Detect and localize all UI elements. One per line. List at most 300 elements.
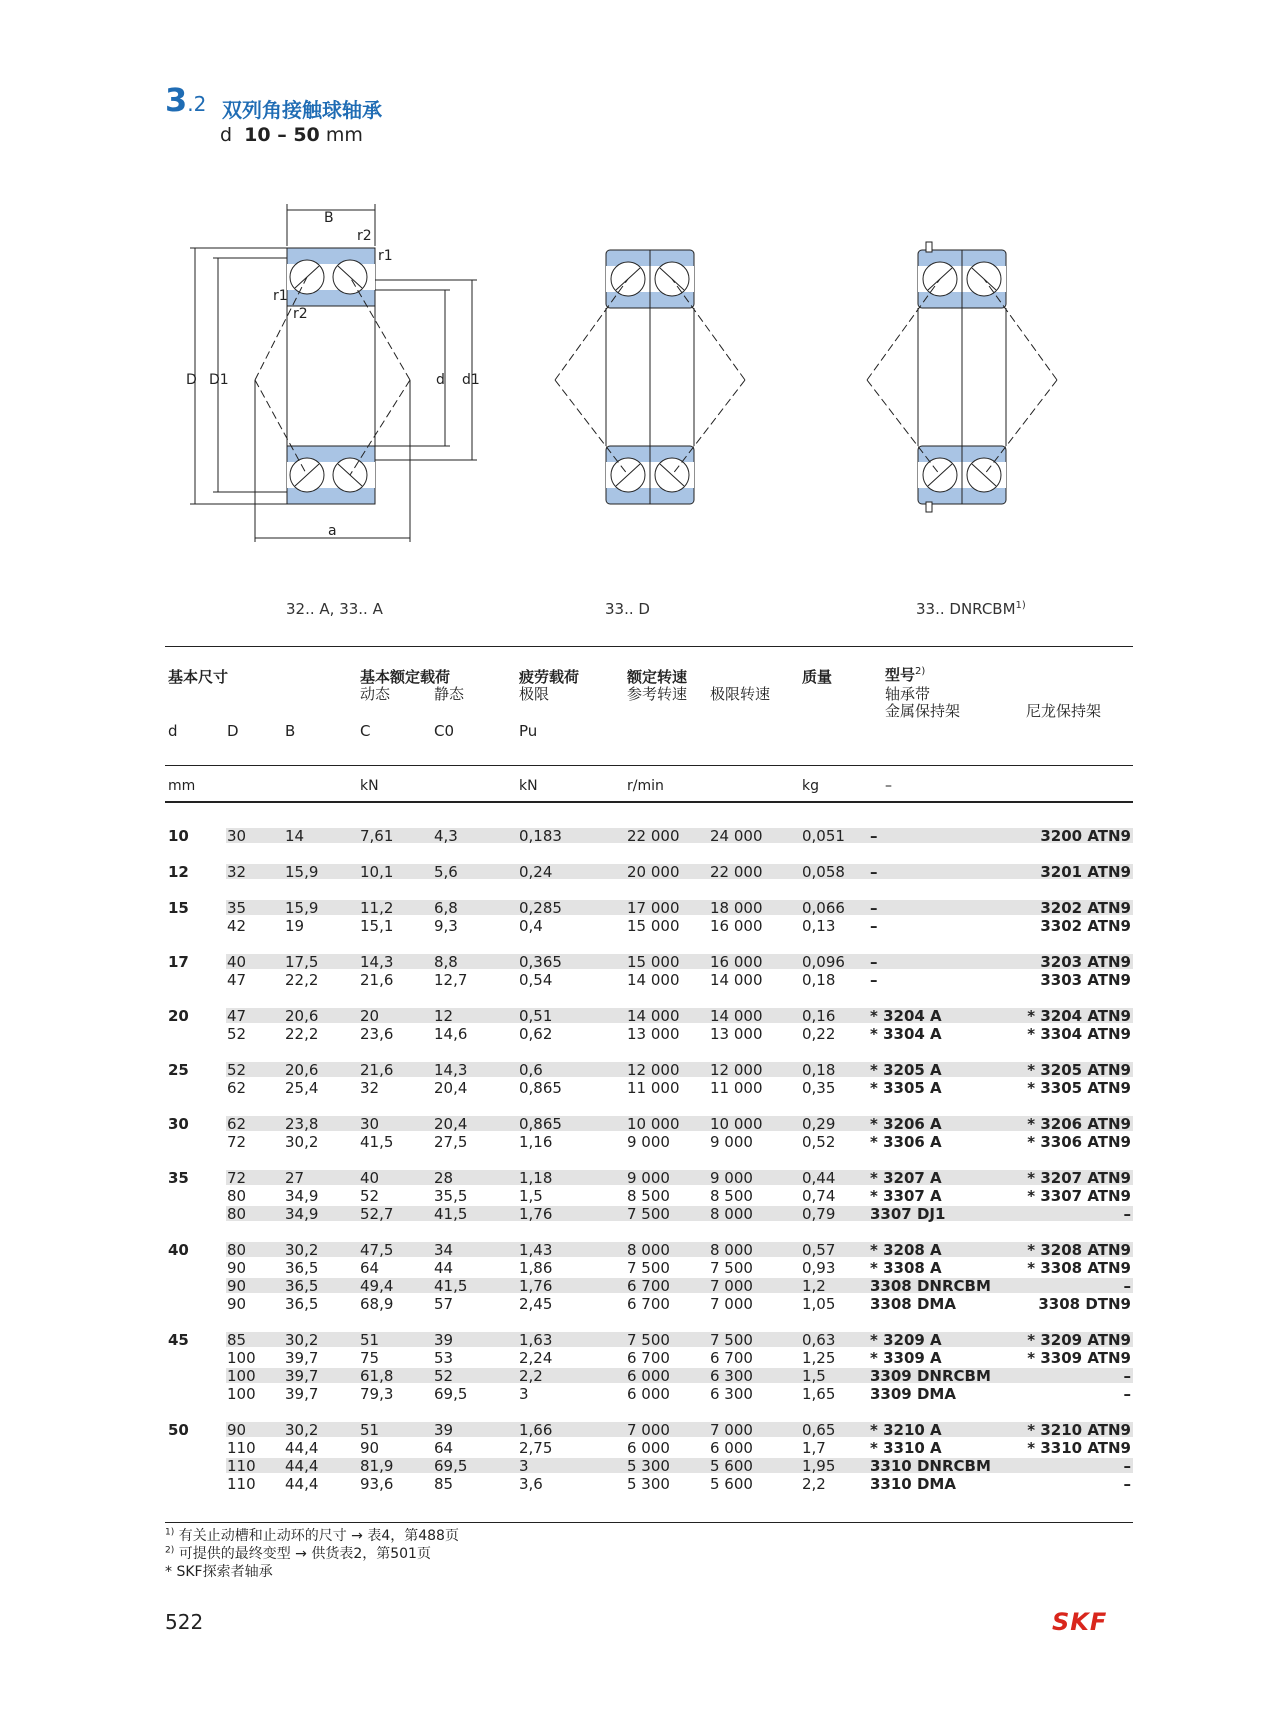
cell-C0: 6,8 <box>434 899 458 917</box>
cell-metal-cage: 3310 DMA <box>870 1475 956 1493</box>
cell-B: 20,6 <box>285 1061 319 1079</box>
cell-Pu: 0,24 <box>519 863 553 881</box>
cell-C: 7,61 <box>360 827 394 845</box>
cell-C: 90 <box>360 1439 380 1457</box>
cell-D: 90 <box>227 1295 247 1313</box>
hdr-mass: 质量 <box>802 668 833 686</box>
cell-ref-speed: 9 000 <box>627 1169 670 1187</box>
cell-Pu: 2,75 <box>519 1439 553 1457</box>
cell-ref-speed: 8 000 <box>627 1241 670 1259</box>
cell-lim-speed: 7 000 <box>710 1277 753 1295</box>
cell-Pu: 0,4 <box>519 917 543 935</box>
cell-mass: 1,95 <box>802 1457 836 1475</box>
cell-B: 30,2 <box>285 1421 319 1439</box>
cell-ref-speed: 5 300 <box>627 1457 670 1475</box>
cell-C0: 44 <box>434 1259 454 1277</box>
units-rule <box>165 801 1133 803</box>
cell-lim-speed: 14 000 <box>710 1007 763 1025</box>
cell-nylon-cage: * 3308 ATN9 <box>1027 1259 1131 1277</box>
cell-B: 27 <box>285 1169 305 1187</box>
cell-C0: 85 <box>434 1475 454 1493</box>
hdr-basic-dims: 基本尺寸 <box>168 668 229 686</box>
cell-D: 62 <box>227 1079 247 1097</box>
table-top-rule <box>165 646 1133 647</box>
footnote-2: $^{2)}$ 可提供的最终变型 → 供货表2，第501页 <box>165 1545 431 1562</box>
cell-lim-speed: 16 000 <box>710 917 763 935</box>
cell-D: 72 <box>227 1133 247 1151</box>
cell-Pu: 3 <box>519 1385 529 1403</box>
cell-Pu: 0,285 <box>519 899 562 917</box>
cell-D: 47 <box>227 971 247 989</box>
cell-mass: 0,74 <box>802 1187 836 1205</box>
cell-metal-cage: – <box>870 863 878 881</box>
dim-label-D1: D1 <box>209 372 229 388</box>
cell-Pu: 0,6 <box>519 1061 543 1079</box>
cell-lim-speed: 9 000 <box>710 1169 753 1187</box>
cell-nylon-cage: * 3309 ATN9 <box>1027 1349 1131 1367</box>
cell-C: 15,1 <box>360 917 394 935</box>
cell-mass: 0,63 <box>802 1331 836 1349</box>
caption-33-dnrcbm: 33.. DNRCBM$^{1)}$ <box>916 600 1026 618</box>
cell-ref-speed: 11 000 <box>627 1079 680 1097</box>
cell-Pu: 3,6 <box>519 1475 543 1493</box>
cell-C: 68,9 <box>360 1295 394 1313</box>
cell-mass: 2,2 <box>802 1475 826 1493</box>
cell-C: 79,3 <box>360 1385 394 1403</box>
cell-B: 36,5 <box>285 1277 319 1295</box>
header-rule <box>165 765 1133 766</box>
dim-label-r1-b: r1 <box>273 288 288 304</box>
cell-nylon-cage: 3202 ATN9 <box>1040 899 1131 917</box>
dim-label-r2: r2 <box>357 228 372 244</box>
cell-C0: 28 <box>434 1169 454 1187</box>
cell-D: 62 <box>227 1115 247 1133</box>
cell-mass: 1,65 <box>802 1385 836 1403</box>
cell-Pu: 1,18 <box>519 1169 553 1187</box>
cell-metal-cage: – <box>870 827 878 845</box>
cell-C: 52,7 <box>360 1205 394 1223</box>
cell-d: 45 <box>168 1331 189 1349</box>
sym-C: C <box>360 722 371 740</box>
cell-ref-speed: 10 000 <box>627 1115 680 1133</box>
cell-C: 21,6 <box>360 971 394 989</box>
page-number: 522 <box>165 1610 204 1634</box>
cell-Pu: 1,86 <box>519 1259 553 1277</box>
cell-lim-speed: 6 700 <box>710 1349 753 1367</box>
dim-label-B: B <box>324 210 334 226</box>
cell-Pu: 0,51 <box>519 1007 553 1025</box>
cell-Pu: 1,16 <box>519 1133 553 1151</box>
cell-ref-speed: 14 000 <box>627 1007 680 1025</box>
sym-Pu: Pu <box>519 722 538 740</box>
cell-nylon-cage: – <box>1123 1205 1131 1223</box>
hdr-metal-cage: 金属保持架 <box>885 702 961 720</box>
cell-nylon-cage: * 3307 ATN9 <box>1027 1187 1131 1205</box>
hdr-limit: 极限 <box>519 685 550 703</box>
cell-nylon-cage: * 3207 ATN9 <box>1027 1169 1131 1187</box>
cell-lim-speed: 10 000 <box>710 1115 763 1133</box>
cell-C: 40 <box>360 1169 380 1187</box>
cell-d: 35 <box>168 1169 189 1187</box>
cell-nylon-cage: * 3310 ATN9 <box>1027 1439 1131 1457</box>
drawing-33-dnrcbm <box>867 242 1057 512</box>
cell-lim-speed: 8 000 <box>710 1241 753 1259</box>
cell-nylon-cage: 3201 ATN9 <box>1040 863 1131 881</box>
cell-D: 110 <box>227 1475 256 1493</box>
cell-B: 30,2 <box>285 1241 319 1259</box>
cell-C0: 64 <box>434 1439 454 1457</box>
cell-C0: 39 <box>434 1331 454 1349</box>
hdr-nylon-cage: 尼龙保持架 <box>1026 702 1102 720</box>
size-range <box>220 124 363 146</box>
hdr-ref-speed: 参考转速 <box>627 685 688 703</box>
cell-nylon-cage: – <box>1123 1457 1131 1475</box>
cell-metal-cage: * 3309 A <box>870 1349 942 1367</box>
cell-lim-speed: 16 000 <box>710 953 763 971</box>
dim-label-d1: d1 <box>462 372 480 388</box>
cell-metal-cage: * 3308 A <box>870 1259 942 1277</box>
dim-label-a: a <box>328 523 337 539</box>
hdr-lim-speed: 极限转速 <box>710 685 771 703</box>
cell-metal-cage: – <box>870 917 878 935</box>
cell-D: 110 <box>227 1439 256 1457</box>
cell-C0: 14,3 <box>434 1061 468 1079</box>
cell-lim-speed: 11 000 <box>710 1079 763 1097</box>
cell-nylon-cage: – <box>1123 1475 1131 1493</box>
unit-kg: kg <box>802 778 819 794</box>
cell-B: 39,7 <box>285 1367 319 1385</box>
cell-mass: 0,79 <box>802 1205 836 1223</box>
dim-label-d: d <box>436 372 445 388</box>
cell-C0: 20,4 <box>434 1115 468 1133</box>
cell-C0: 14,6 <box>434 1025 468 1043</box>
cell-C: 49,4 <box>360 1277 394 1295</box>
cell-C: 30 <box>360 1115 380 1133</box>
cell-D: 80 <box>227 1205 247 1223</box>
cell-nylon-cage: * 3209 ATN9 <box>1027 1331 1131 1349</box>
cell-C: 93,6 <box>360 1475 394 1493</box>
unit-dash: – <box>885 778 892 794</box>
cell-mass: 1,05 <box>802 1295 836 1313</box>
cell-C0: 12,7 <box>434 971 468 989</box>
cell-metal-cage: – <box>870 953 878 971</box>
cell-B: 25,4 <box>285 1079 319 1097</box>
hdr-speed: 额定转速 <box>627 668 688 686</box>
hdr-fatigue: 疲劳载荷 <box>519 668 580 686</box>
cell-C: 32 <box>360 1079 380 1097</box>
cell-lim-speed: 8 000 <box>710 1205 753 1223</box>
cell-lim-speed: 7 500 <box>710 1331 753 1349</box>
sym-D: D <box>227 722 239 740</box>
cell-d: 12 <box>168 863 189 881</box>
cell-C0: 69,5 <box>434 1385 468 1403</box>
cell-D: 47 <box>227 1007 247 1025</box>
cell-B: 17,5 <box>285 953 319 971</box>
cell-nylon-cage: 3200 ATN9 <box>1040 827 1131 845</box>
cell-nylon-cage: – <box>1123 1277 1131 1295</box>
hdr-designation: 型号$^{2)}$ <box>885 666 926 684</box>
cell-lim-speed: 7 000 <box>710 1421 753 1439</box>
cell-metal-cage: – <box>870 899 878 917</box>
unit-kn-2: kN <box>519 778 538 794</box>
cell-ref-speed: 6 700 <box>627 1277 670 1295</box>
cell-C0: 8,8 <box>434 953 458 971</box>
cell-d: 15 <box>168 899 189 917</box>
table-bottom-rule <box>165 1522 1133 1523</box>
cell-B: 36,5 <box>285 1259 319 1277</box>
cell-C0: 27,5 <box>434 1133 468 1151</box>
cell-nylon-cage: * 3305 ATN9 <box>1027 1079 1131 1097</box>
cell-B: 15,9 <box>285 863 319 881</box>
cell-D: 80 <box>227 1241 247 1259</box>
cell-metal-cage: * 3208 A <box>870 1241 942 1259</box>
dim-label-r2-b: r2 <box>293 306 308 322</box>
cell-D: 30 <box>227 827 247 845</box>
cell-lim-speed: 12 000 <box>710 1061 763 1079</box>
cell-d: 40 <box>168 1241 189 1259</box>
cell-B: 30,2 <box>285 1133 319 1151</box>
cell-C: 47,5 <box>360 1241 394 1259</box>
cell-lim-speed: 7 500 <box>710 1259 753 1277</box>
cell-C: 21,6 <box>360 1061 394 1079</box>
cell-Pu: 1,66 <box>519 1421 553 1439</box>
cell-C: 52 <box>360 1187 380 1205</box>
cell-lim-speed: 8 500 <box>710 1187 753 1205</box>
cell-ref-speed: 7 500 <box>627 1205 670 1223</box>
cell-mass: 0,18 <box>802 971 836 989</box>
cell-lim-speed: 6 300 <box>710 1385 753 1403</box>
cell-mass: 0,13 <box>802 917 836 935</box>
cell-metal-cage: * 3207 A <box>870 1169 942 1187</box>
cell-B: 23,8 <box>285 1115 319 1133</box>
cell-metal-cage: * 3304 A <box>870 1025 942 1043</box>
cell-ref-speed: 15 000 <box>627 953 680 971</box>
cell-B: 36,5 <box>285 1295 319 1313</box>
cell-mass: 0,22 <box>802 1025 836 1043</box>
cell-metal-cage: 3310 DNRCBM <box>870 1457 991 1475</box>
cell-d: 17 <box>168 953 189 971</box>
cell-C: 41,5 <box>360 1133 394 1151</box>
cell-ref-speed: 7 500 <box>627 1331 670 1349</box>
cell-mass: 0,44 <box>802 1169 836 1187</box>
cell-metal-cage: * 3305 A <box>870 1079 942 1097</box>
cell-lim-speed: 7 000 <box>710 1295 753 1313</box>
cell-metal-cage: * 3205 A <box>870 1061 942 1079</box>
cell-mass: 1,25 <box>802 1349 836 1367</box>
cell-D: 100 <box>227 1385 256 1403</box>
dim-label-D: D <box>186 372 197 388</box>
cell-C0: 5,6 <box>434 863 458 881</box>
cell-ref-speed: 14 000 <box>627 971 680 989</box>
section-number: 3.2 <box>165 81 207 119</box>
cell-nylon-cage: 3308 DTN9 <box>1038 1295 1131 1313</box>
cell-C0: 20,4 <box>434 1079 468 1097</box>
cell-ref-speed: 7 500 <box>627 1259 670 1277</box>
cell-nylon-cage: * 3205 ATN9 <box>1027 1061 1131 1079</box>
cell-mass: 0,65 <box>802 1421 836 1439</box>
cell-d: 50 <box>168 1421 189 1439</box>
bearing-drawings <box>0 190 1267 550</box>
cell-C0: 69,5 <box>434 1457 468 1475</box>
drawing-32-a <box>190 204 477 542</box>
cell-ref-speed: 22 000 <box>627 827 680 845</box>
cell-nylon-cage: * 3306 ATN9 <box>1027 1133 1131 1151</box>
size-range-unit: mm <box>325 124 363 146</box>
sym-C0: C0 <box>434 722 455 740</box>
cell-nylon-cage: * 3204 ATN9 <box>1027 1007 1131 1025</box>
cell-C: 51 <box>360 1331 380 1349</box>
cell-Pu: 2,2 <box>519 1367 543 1385</box>
cell-lim-speed: 6 000 <box>710 1439 753 1457</box>
cell-metal-cage: 3308 DNRCBM <box>870 1277 991 1295</box>
cell-C: 81,9 <box>360 1457 394 1475</box>
cell-Pu: 3 <box>519 1457 529 1475</box>
cell-B: 44,4 <box>285 1439 319 1457</box>
cell-metal-cage: * 3206 A <box>870 1115 942 1133</box>
cell-nylon-cage: 3203 ATN9 <box>1040 953 1131 971</box>
cell-lim-speed: 13 000 <box>710 1025 763 1043</box>
cell-D: 52 <box>227 1025 247 1043</box>
cell-nylon-cage: – <box>1123 1385 1131 1403</box>
cell-Pu: 1,76 <box>519 1205 553 1223</box>
cell-D: 100 <box>227 1349 256 1367</box>
cell-D: 72 <box>227 1169 247 1187</box>
cell-mass: 0,29 <box>802 1115 836 1133</box>
dim-label-r1: r1 <box>378 248 393 264</box>
cell-C: 61,8 <box>360 1367 394 1385</box>
cell-Pu: 1,5 <box>519 1187 543 1205</box>
cell-C0: 41,5 <box>434 1277 468 1295</box>
cell-D: 90 <box>227 1421 247 1439</box>
cell-B: 20,6 <box>285 1007 319 1025</box>
cell-lim-speed: 18 000 <box>710 899 763 917</box>
cell-mass: 0,52 <box>802 1133 836 1151</box>
cell-D: 52 <box>227 1061 247 1079</box>
sym-B: B <box>285 722 296 740</box>
cell-metal-cage: 3307 DJ1 <box>870 1205 946 1223</box>
cell-C: 64 <box>360 1259 380 1277</box>
cell-B: 22,2 <box>285 971 319 989</box>
footnote-1: $^{1)}$ 有关止动槽和止动环的尺寸 → 表4，第488页 <box>165 1527 459 1544</box>
cell-B: 39,7 <box>285 1349 319 1367</box>
cell-nylon-cage: 3303 ATN9 <box>1040 971 1131 989</box>
cell-metal-cage: * 3204 A <box>870 1007 942 1025</box>
cell-d: 25 <box>168 1061 189 1079</box>
skf-logo: SKF <box>1052 1608 1108 1636</box>
cell-Pu: 0,183 <box>519 827 562 845</box>
cell-lim-speed: 22 000 <box>710 863 763 881</box>
hdr-load-ratings: 基本额定载荷 <box>360 668 451 686</box>
cell-ref-speed: 6 700 <box>627 1295 670 1313</box>
cell-Pu: 0,365 <box>519 953 562 971</box>
size-range-prefix: d <box>220 124 233 146</box>
cell-mass: 0,058 <box>802 863 845 881</box>
cell-metal-cage: * 3210 A <box>870 1421 942 1439</box>
footnote-3: * SKF探索者轴承 <box>165 1564 273 1580</box>
cell-D: 80 <box>227 1187 247 1205</box>
cell-lim-speed: 5 600 <box>710 1475 753 1493</box>
unit-rpm: r/min <box>627 778 664 794</box>
cell-C0: 9,3 <box>434 917 458 935</box>
size-range-value: 10 – 50 <box>244 124 320 146</box>
cell-d: 10 <box>168 827 189 845</box>
cell-ref-speed: 17 000 <box>627 899 680 917</box>
cell-C0: 52 <box>434 1367 454 1385</box>
cell-ref-speed: 7 000 <box>627 1421 670 1439</box>
hdr-static: 静态 <box>434 685 465 703</box>
cell-B: 22,2 <box>285 1025 319 1043</box>
cell-d: 20 <box>168 1007 189 1025</box>
cell-Pu: 1,63 <box>519 1331 553 1349</box>
cell-Pu: 0,865 <box>519 1079 562 1097</box>
cell-ref-speed: 15 000 <box>627 917 680 935</box>
cell-C0: 4,3 <box>434 827 458 845</box>
cell-lim-speed: 9 000 <box>710 1133 753 1151</box>
cell-B: 15,9 <box>285 899 319 917</box>
cell-metal-cage: – <box>870 971 878 989</box>
cell-d: 30 <box>168 1115 189 1133</box>
cell-mass: 1,2 <box>802 1277 826 1295</box>
cell-D: 90 <box>227 1259 247 1277</box>
cell-mass: 1,7 <box>802 1439 826 1457</box>
cell-Pu: 1,43 <box>519 1241 553 1259</box>
cell-C: 75 <box>360 1349 380 1367</box>
cell-mass: 0,051 <box>802 827 845 845</box>
cell-B: 34,9 <box>285 1187 319 1205</box>
cell-mass: 0,93 <box>802 1259 836 1277</box>
cell-lim-speed: 5 600 <box>710 1457 753 1475</box>
cell-mass: 0,57 <box>802 1241 836 1259</box>
cell-metal-cage: * 3307 A <box>870 1187 942 1205</box>
cell-ref-speed: 13 000 <box>627 1025 680 1043</box>
cell-mass: 0,35 <box>802 1079 836 1097</box>
cell-C0: 34 <box>434 1241 454 1259</box>
unit-kn-1: kN <box>360 778 379 794</box>
cell-ref-speed: 6 000 <box>627 1439 670 1457</box>
cell-B: 34,9 <box>285 1205 319 1223</box>
cell-Pu: 0,62 <box>519 1025 553 1043</box>
cell-metal-cage: * 3306 A <box>870 1133 942 1151</box>
cell-mass: 0,16 <box>802 1007 836 1025</box>
cell-Pu: 2,45 <box>519 1295 553 1313</box>
cell-metal-cage: * 3209 A <box>870 1331 942 1349</box>
cell-D: 110 <box>227 1457 256 1475</box>
sym-d: d <box>168 722 178 740</box>
caption-33-d: 33.. D <box>605 600 650 618</box>
cell-Pu: 0,865 <box>519 1115 562 1133</box>
cell-ref-speed: 12 000 <box>627 1061 680 1079</box>
cell-B: 30,2 <box>285 1331 319 1349</box>
cell-ref-speed: 20 000 <box>627 863 680 881</box>
cell-nylon-cage: * 3206 ATN9 <box>1027 1115 1131 1133</box>
cell-mass: 0,096 <box>802 953 845 971</box>
cell-D: 100 <box>227 1367 256 1385</box>
cell-ref-speed: 6 700 <box>627 1349 670 1367</box>
hdr-dynamic: 动态 <box>360 685 391 703</box>
cell-C: 10,1 <box>360 863 394 881</box>
cell-C0: 41,5 <box>434 1205 468 1223</box>
cell-B: 39,7 <box>285 1385 319 1403</box>
cell-C0: 57 <box>434 1295 454 1313</box>
cell-B: 14 <box>285 827 305 845</box>
cell-metal-cage: * 3310 A <box>870 1439 942 1457</box>
cell-D: 85 <box>227 1331 247 1349</box>
cell-mass: 0,066 <box>802 899 845 917</box>
cell-metal-cage: 3309 DNRCBM <box>870 1367 991 1385</box>
cell-C: 51 <box>360 1421 380 1439</box>
cell-Pu: 2,24 <box>519 1349 553 1367</box>
cell-nylon-cage: * 3208 ATN9 <box>1027 1241 1131 1259</box>
